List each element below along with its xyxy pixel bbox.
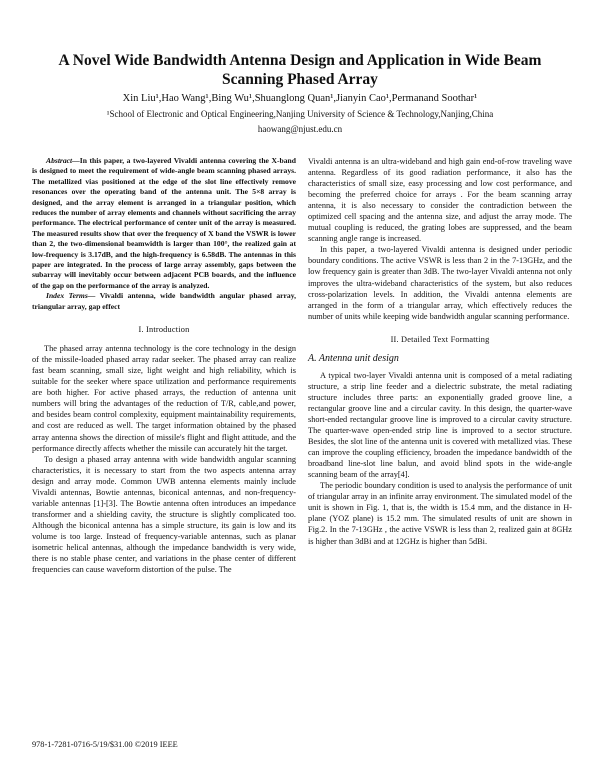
index-terms (32, 291, 296, 312)
abstract-lead: Abstract— (46, 156, 80, 165)
section-heading-introduction: I. Introduction (138, 325, 190, 335)
right-paragraph-3: A typical two-layer Vivaldi antenna unit is composed of a metal radiating structure, a strip line feeder and a dielectric substrate, the metal radiating structure includes three parts: an exponentially graded groove line, a rectangular groove line and a circular cavity. In this design, the quarter-wave short-ended rectangular groove line is improved to a circular cavity structure. The quarter-wave open-ended strip line is improved to a sector structure. Besides, the slot line of the antenna unit is covered with metallized vias. These can improve the coupling efficiency, broaden the impedance bandwidth of the broadband line-slot line balun, and avoid blind spots in the wide-angle scanning beam of the array[4]. (308, 370, 572, 480)
affiliation: ¹School of Electronic and Optical Engineering,Nanjing University of Science & Technology,Nanjing,China (106, 109, 494, 119)
author-list: Xin Liu¹,Hao Wang¹,Bing Wu¹,Shuanglong Quan¹,Jianyin Cao¹,Permanand Soothar¹ (122, 93, 478, 104)
intro-paragraph-2: To design a phased array antenna with wide bandwidth angular scanning characteristics, it is necessary to start from the two aspects antenna array design and array mode. Common UWB antenna elements mainly include Vivaldi antennas, Bowtie antennas, biconical antennas, and non-frequency-variable antennas [1]-[3]. The Bowtie antenna often introduces an impedance transformer and a shielding cavity, the structure is slightly complicated too. Although the biconical antenna has a simple structure, its gain is low and its volume is too large. Instead of frequency-variable antennas, such as planar isometric helical antennas, although the impedance bandwidth is very wide, there is no stable phase center, and variations in the phase center of different frequencies can cause waveform distortion of the pulse. The (32, 454, 296, 575)
index-terms-lead: Index Terms— (46, 291, 96, 301)
right-paragraph-1: Vivaldi antenna is an ultra-wideband and high gain end-of-row traveling wave antenna. Regardless of its good radiation performance, it also has the characteristics of small size, easy processing and low cost performance, and becoming the preferred choice for arrays . For the beam scanning array antenna, it is also necessary to consider the contradiction between the optimized cell spacing and the antenna size, and adjust the array mode. The mutual coupling is reduced, the grating lobes are suppressed, and the beam scanning angle range is increased. (308, 157, 572, 244)
section-heading-detailed: II. Detailed Text Formatting (390, 334, 490, 344)
author-email: haowang@njust.edu.cn (257, 124, 343, 134)
left-column (32, 156, 296, 575)
subsection-heading-antenna-unit: A. Antenna unit design (308, 352, 399, 364)
index-terms-text: Vivaldi antenna, wide bandwidth angular phased array, triangular array, gap effect (32, 291, 297, 311)
abstract (32, 156, 296, 291)
right-paragraph-4: The periodic boundary condition is used to analysis the performance of unit of triangular array in an infinite array environment. The simulated model of the unit is shown in Fig. 1, that is, the width is 15.4 mm, and the distance in H-plane (YOZ plane) is 15.2 mm. The simulated results of unit are shown in Fig.2. In the 7-13GHz , the active VSWR is less than 2, realized gain at 8GHz is higher than 3dBi and at 12GHz is higher than 5dBi. (308, 481, 572, 546)
paper-title: A Novel Wide Bandwidth Antenna Design and Application in Wide Beam Scanning Phased Array (58, 52, 542, 88)
right-paragraph-2: In this paper, a two-layered Vivaldi antenna is designed under periodic boundary conditions. The active VSWR is less than 2 in the 7-13GHz, and the low frequency gain is greater than 3dB. The two-layer Vivaldi antenna not only improves the ultra-wideband characteristics of the system, but also reduces cross-polarization levels. In addition, the Vivaldi antenna elements are arranged in the form of a triangular array, which effectively reduces the number of units while keeping wide bandwidth angular scanning performance. (308, 245, 572, 321)
copyright-footer: 978-1-7281-0716-5/19/$31.00 ©2019 IEEE (32, 740, 178, 749)
right-column (308, 156, 572, 547)
abstract-text: In this paper, a two-layered Vivaldi antenna covering the X-band is designed to meet the requirement of wide-angle beam scanning phased arrays. The metallized vias positioned at the edge of the slot line effectively remove resonances over the operating band of the antenna unit. The 5×8 array is designed, and the array element is arranged in a triangular position, which reduces the number of array elements and channels without sacrificing the array performance. The electrical performance of center unit of the array is measured. The measured results show that over the frequency of X band the VSWR is lower than 2, the two-dimensional beamwidth is larger than 100°, the realized gain at low-frequency is 3.17dB, and the high-frequency is 6.58dB. The antennas in this paper are integrated. In the process of large array assembly, gaps between the subarray will inevitably occur between adjacent PCB boards, and the influence of the gap on the performance of the array is analyzed. (32, 156, 296, 290)
intro-paragraph-1: The phased array antenna technology is the core technology in the design of the missile-loaded phased array radar seeker. The phased array can realize fast beam scanning, small size, light weight and high reliability, which is suitable for the seeker where space utilization and performance requirements are both higher. For active phased arrays, the reduction of antenna unit numbers will bring the advantages of the reduction of T/R, cable,and power, and besides beam control complexity, equipment maintainability requirements, and cost are reduced as well. The target information obtained by the phased array antenna shows the direction of missile's flight and flight attitude, and the performance directly affects whether the missile can accurately hit the target. (32, 344, 296, 453)
